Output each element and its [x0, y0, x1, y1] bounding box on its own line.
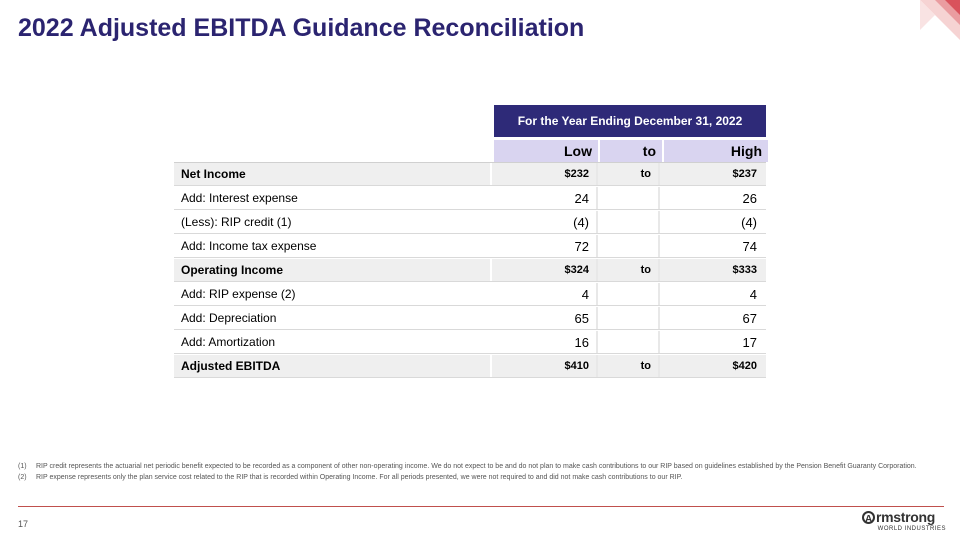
column-header-low: Low: [494, 140, 598, 162]
row-label: Add: RIP expense (2): [174, 283, 492, 305]
row-to: to: [598, 355, 660, 377]
row-low-value: (4): [492, 211, 598, 233]
row-high-value: (4): [741, 214, 757, 230]
armstrong-logo: [862, 509, 946, 532]
row-high-value: 4: [749, 286, 757, 302]
row-label: Add: Depreciation: [174, 307, 492, 329]
row-low-value: $324: [492, 259, 598, 281]
logo-initial: A: [862, 511, 875, 524]
column-header-to: to: [600, 140, 662, 162]
row-to: [598, 283, 660, 305]
footnote-number: (2): [18, 474, 27, 481]
row-high-value: 26: [742, 190, 757, 206]
row-low-value: $232: [492, 163, 598, 185]
table-row: [174, 187, 766, 210]
row-to: [598, 211, 660, 233]
row-label: Add: Income tax expense: [174, 235, 492, 257]
corner-decoration-icon: [900, 0, 960, 60]
row-label: Add: Interest expense: [174, 187, 492, 209]
table-row: [174, 355, 766, 378]
table-row: [174, 259, 766, 282]
row-to: to: [598, 259, 660, 281]
page-title: 2022 Adjusted EBITDA Guidance Reconciliation: [18, 14, 585, 42]
row-label: Operating Income: [174, 259, 492, 281]
row-to: [598, 187, 660, 209]
row-to: [598, 331, 660, 353]
footnote-text: RIP credit represents the actuarial net periodic benefit expected to be recorded as a component of other non-operating income. We do not expect to be and do not plan to make cash contributions to our RIP based on guidelines established by the Pension Benefit Guaranty Corporation.: [36, 463, 917, 470]
logo-wordmark: rmstrong: [876, 509, 936, 525]
logo-subtitle: WORLD INDUSTRIES: [877, 526, 946, 532]
row-low-value: $410: [492, 355, 598, 377]
footnotes: [18, 462, 938, 484]
column-header-high: High: [664, 140, 768, 162]
row-high-value: 17: [742, 334, 757, 350]
row-low-value: 16: [492, 331, 598, 353]
row-low-value: 72: [492, 235, 598, 257]
period-header: For the Year Ending December 31, 2022: [494, 105, 766, 137]
row-label: Add: Amortization: [174, 331, 492, 353]
table-row: [174, 235, 766, 258]
row-low-value: 65: [492, 307, 598, 329]
footnote: [18, 462, 938, 471]
row-to: to: [598, 163, 660, 185]
row-high-value: $333: [732, 264, 757, 276]
table-row: [174, 283, 766, 306]
row-low-value: 4: [492, 283, 598, 305]
footer-divider: [18, 506, 944, 507]
table-row: [174, 163, 766, 186]
row-label: Adjusted EBITDA: [174, 355, 492, 377]
footnote-text: RIP expense represents only the plan service cost related to the RIP that is recorded within Operating Income. For all periods presented, we were not required to and did not make cash contributions to our RIP.: [36, 474, 683, 481]
footnote: [18, 473, 938, 482]
table-row: [174, 331, 766, 354]
page-number: 17: [18, 519, 29, 529]
row-high-value: $420: [732, 360, 757, 372]
row-to: [598, 235, 660, 257]
row-to: [598, 307, 660, 329]
table-body: [174, 162, 766, 379]
row-label: (Less): RIP credit (1): [174, 211, 492, 233]
row-high-value: 67: [742, 310, 757, 326]
column-headers: [494, 140, 768, 162]
row-high-value: $237: [732, 168, 757, 180]
row-low-value: 24: [492, 187, 598, 209]
row-high-value: 74: [742, 238, 757, 254]
footnote-number: (1): [18, 463, 27, 470]
row-label: Net Income: [174, 163, 492, 185]
table-row: [174, 307, 766, 330]
table-row: [174, 211, 766, 234]
